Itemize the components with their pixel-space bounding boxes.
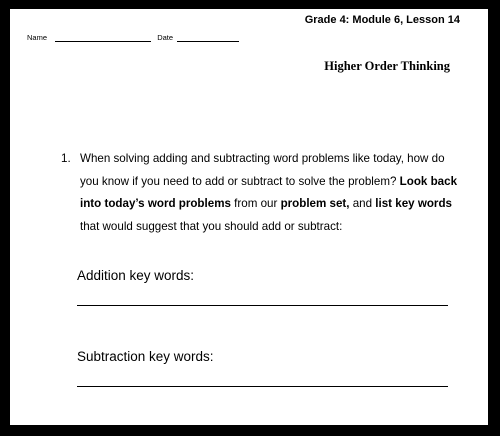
- question-1: [61, 148, 463, 238]
- question-text-part-1: When solving adding and subtracting word problems like today, how do you know if you need to add or subtract to solve the problem?: [80, 152, 445, 188]
- addition-label: Addition key words:: [77, 268, 195, 283]
- question-bold-part-3: list key words: [375, 197, 452, 210]
- page-title: Higher Order Thinking: [324, 59, 450, 73]
- question-text-part-4: that would suggest that you should add or subtract:: [80, 219, 343, 233]
- grade-module-heading: Grade 4: Module 6, Lesson 14: [304, 14, 460, 26]
- question-text-part-2: from our: [230, 197, 281, 210]
- question-bold-part-2: problem set,: [280, 197, 350, 210]
- addition-answer-line[interactable]: [77, 305, 448, 306]
- name-blank: [55, 33, 151, 42]
- question-text: [80, 148, 463, 238]
- name-label: Name: [27, 33, 48, 42]
- date-label: Date: [157, 33, 174, 42]
- date-blank: [177, 33, 239, 42]
- worksheet-page: [10, 9, 488, 425]
- question-number: 1.: [61, 152, 71, 165]
- name-date-row: [27, 33, 239, 42]
- subtraction-label: Subtraction key words:: [77, 349, 214, 364]
- subtraction-answer-line[interactable]: [77, 386, 448, 387]
- question-text-part-3: and: [349, 197, 376, 210]
- question-bold-part-1: Look back into today’s word problems: [80, 174, 458, 210]
